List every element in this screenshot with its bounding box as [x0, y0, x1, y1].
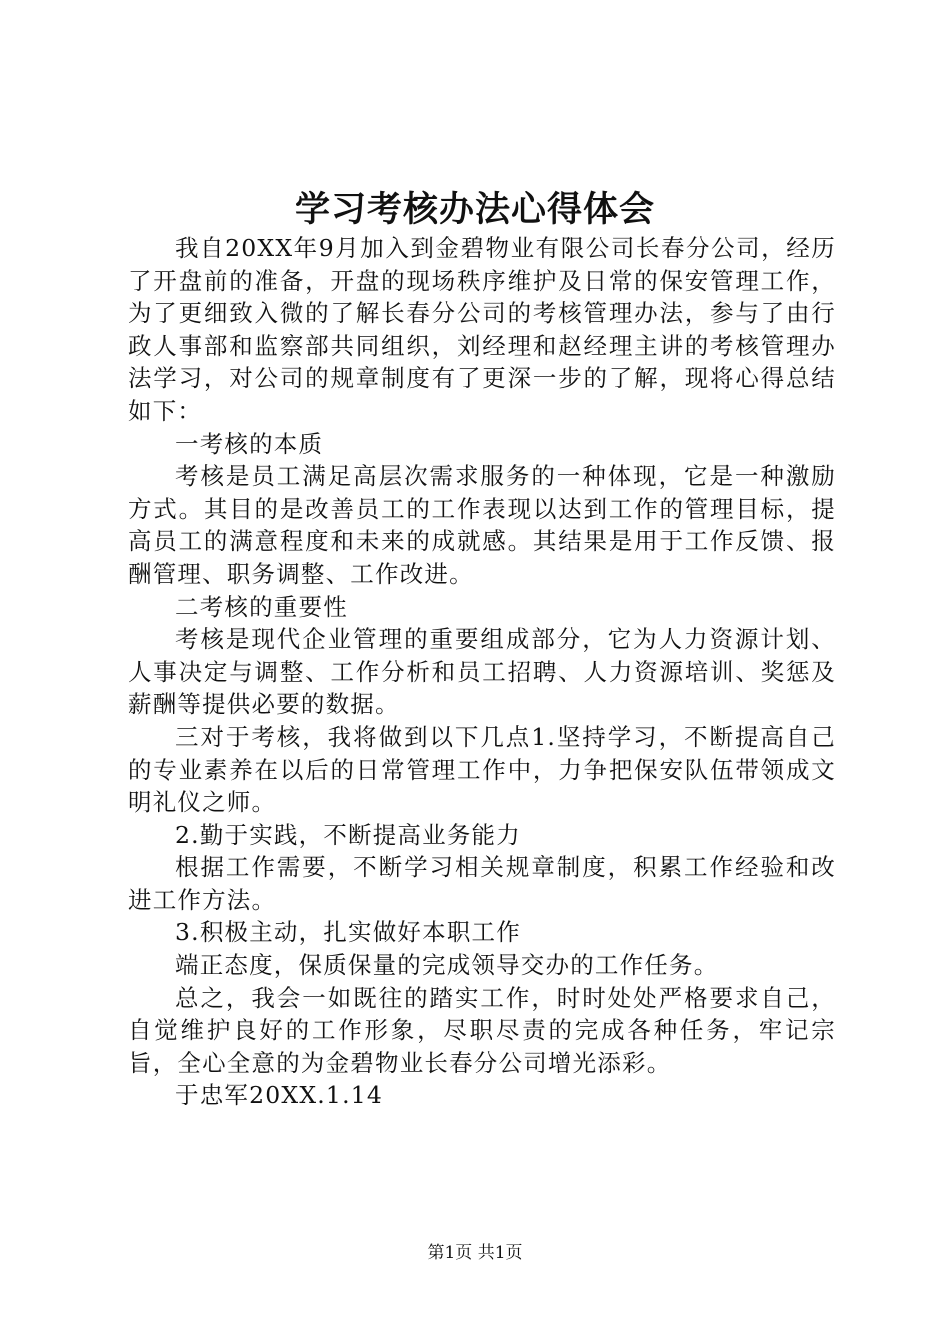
paragraph-conclusion: 总之，我会一如既往的踏实工作，时时处处严格要求自己，自觉维护良好的工作形象，尽职尽责的完成各种任务，牢记宗旨，全心全意的为金碧物业长春分公司增光添彩。 — [128, 983, 836, 1077]
subheading-initiative: 3.积极主动，扎实做好本职工作 — [175, 918, 521, 947]
document-body — [128, 232, 836, 1112]
signature-line: 于忠军20XX.1.14 — [175, 1081, 384, 1110]
section-heading-importance: 二考核的重要性 — [175, 592, 348, 621]
paragraph-essence: 考核是员工满足高层次需求服务的一种体现，它是一种激励方式。其目的是改善员工的工作表现以达到工作的管理目标，提高员工的满意程度和未来的成就感。其结果是用于工作反馈、报酬管理、职务调整、工作改进。 — [128, 462, 836, 588]
paragraph-importance: 考核是现代企业管理的重要组成部分，它为人力资源计划、人事决定与调整、工作分析和员工招聘、人力资源培训、奖惩及薪酬等提供必要的数据。 — [128, 625, 836, 719]
paragraph-initiative: 端正态度，保质保量的完成领导交办的工作任务。 — [175, 951, 719, 980]
section-heading-essence: 一考核的本质 — [175, 429, 324, 458]
subheading-practice: 2.勤于实践，不断提高业务能力 — [175, 820, 521, 849]
page-footer: 第1页 共1页 — [427, 1243, 523, 1263]
paragraph-practice: 根据工作需要，不断学习相关规章制度，积累工作经验和改进工作方法。 — [128, 853, 836, 914]
paragraph-intro: 我自20XX年9月加入到金碧物业有限公司长春分公司，经历了开盘前的准备，开盘的现场秩序维护及日常的保安管理工作，为了更细致入微的了解长春分公司的考核管理办法，参与了由行政人事部和监察部共同组织，刘经理和赵经理主讲的考核管理办法学习，对公司的规章制度有了更深一步的了解，现将心得总结如下： — [128, 234, 836, 425]
paragraph-commitments: 三对于考核，我将做到以下几点1.坚持学习，不断提高自己的专业素养在以后的日常管理工作中，力争把保安队伍带领成文明礼仪之师。 — [128, 722, 836, 817]
document-title: 学习考核办法心得体会 — [294, 189, 655, 230]
